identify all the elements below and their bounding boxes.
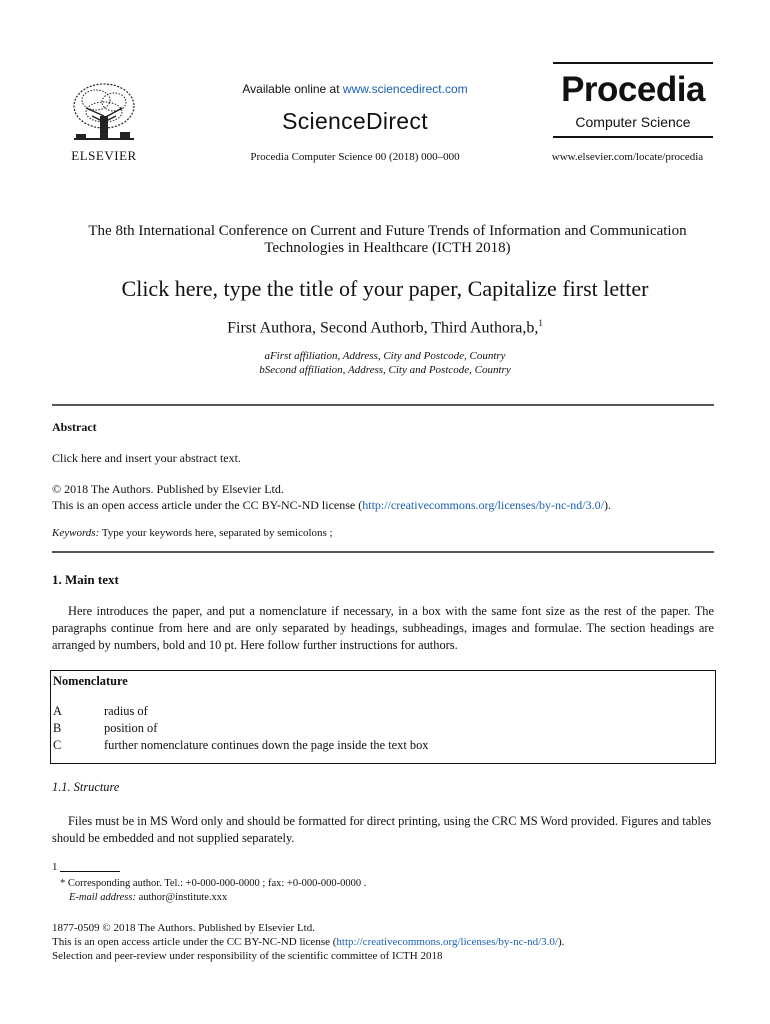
procedia-bottom-rule: [553, 136, 713, 138]
elsevier-url-link[interactable]: www.elsevier.com/locate/procedia: [551, 151, 704, 163]
paper-title[interactable]: Click here, type the title of your paper, Capitalize first letter: [121, 276, 649, 301]
affiliation-a: aFirst affiliation, Address, City and Postcode, Country: [264, 350, 506, 362]
footnote-mark: 1: [52, 861, 58, 873]
keywords-line[interactable]: [52, 527, 333, 539]
authors-footnote-mark: 1: [538, 318, 543, 328]
email-address[interactable]: author@institute.xxx: [135, 892, 228, 903]
keywords-text: Type your keywords here, separated by semicolons ;: [99, 527, 333, 539]
nomenclature-definition: radius of: [104, 704, 148, 718]
elsevier-logo: [66, 78, 142, 164]
footer-license-prefix: This is an open access article under the CC BY-NC-ND license (: [52, 936, 337, 948]
email-line: [60, 891, 366, 905]
page-footer: [52, 921, 722, 963]
email-label: E-mail address:: [69, 892, 136, 903]
footer-license-link[interactable]: http://creativecommons.org/licenses/by-nc-nd/3.0/: [336, 936, 558, 948]
main-paragraph: [52, 603, 714, 654]
journal-line: Procedia Computer Science 00 (2018) 000–000: [250, 151, 460, 163]
nomenclature-symbol: B: [53, 721, 62, 735]
sciencedirect-brand: ScienceDirect: [282, 108, 428, 134]
footer-license-suffix: ).: [558, 936, 565, 948]
footnote-rule: [60, 871, 120, 872]
copyright-line: © 2018 The Authors. Published by Elsevier Ltd.: [52, 482, 284, 496]
affiliation-b: bSecond affiliation, Address, City and Postcode, Country: [259, 364, 511, 376]
affiliations: [150, 349, 620, 377]
footer-review-line: Selection and peer-review under responsibility of the scientific committee of ICTH 2018: [52, 950, 443, 962]
abstract-heading: Abstract: [52, 420, 97, 434]
available-online-line: [190, 82, 520, 96]
section-heading-main-text: 1. Main text: [52, 572, 119, 587]
elsevier-tree-icon: [66, 78, 142, 164]
structure-paragraph-text: Files must be in MS Word only and should be formatted for direct printing, using the CRC MS Word provided. Figures and tables should be embedded and not supplied separately.: [52, 814, 712, 845]
nomenclature-symbol: A: [53, 704, 62, 718]
abstract-bottom-rule: [52, 551, 714, 553]
license-suffix: ).: [603, 498, 611, 512]
nomenclature-symbol: C: [53, 738, 62, 752]
license-link[interactable]: http://creativecommons.org/licenses/by-nc-nd/3.0/: [362, 498, 604, 512]
corresponding-author: * Corresponding author. Tel.: +0-000-000-0000 ; fax: +0-000-000-0000 .: [60, 878, 367, 889]
footnote-text: [60, 877, 366, 905]
nomenclature-definition: position of: [104, 721, 158, 735]
abstract-text[interactable]: Click here and insert your abstract text.: [52, 451, 241, 465]
conference-name: The 8th International Conference on Current and Future Trends of Information and Communication Technologies in Healthcare (ICTH 2018): [88, 223, 687, 256]
nomenclature-box: [50, 670, 716, 764]
procedia-name: Procedia: [561, 70, 705, 109]
procedia-logo: [553, 62, 713, 142]
available-prefix: Available online at: [242, 82, 343, 96]
abstract-copyright: [52, 481, 712, 513]
abstract-top-rule: [52, 404, 714, 406]
footer-license-line: [52, 935, 722, 949]
procedia-top-rule: [553, 62, 713, 64]
footer-issn-line: 1877-0509 © 2018 The Authors. Published by Elsevier Ltd.: [52, 922, 315, 934]
sciencedirect-link[interactable]: www.sciencedirect.com: [342, 82, 468, 96]
license-prefix: This is an open access article under the CC BY-NC-ND license (: [52, 498, 363, 512]
nomenclature-heading: Nomenclature: [53, 674, 128, 688]
structure-paragraph: [52, 813, 714, 847]
procedia-subtitle: Computer Science: [575, 114, 691, 130]
subsection-heading-structure: 1.1. Structure: [52, 780, 120, 794]
authors-line[interactable]: [100, 318, 670, 337]
license-line: [52, 497, 712, 513]
authors: First Authora, Second Authorb, Third Authora,b,: [227, 319, 539, 337]
nomenclature-definition: further nomenclature continues down the page inside the text box: [104, 738, 429, 752]
keywords-label: Keywords:: [52, 527, 100, 539]
svg-text:ELSEVIER: ELSEVIER: [71, 148, 137, 163]
main-paragraph-text: Here introduces the paper, and put a nomenclature if necessary, in a box with the same font size as the rest of the paper. The paragraphs continue from here and are only separated by headings, subheadings, images and formulae. The section headings are arranged by numbers, bold and 10 pt. Here follow further instructions for authors.: [52, 604, 714, 652]
